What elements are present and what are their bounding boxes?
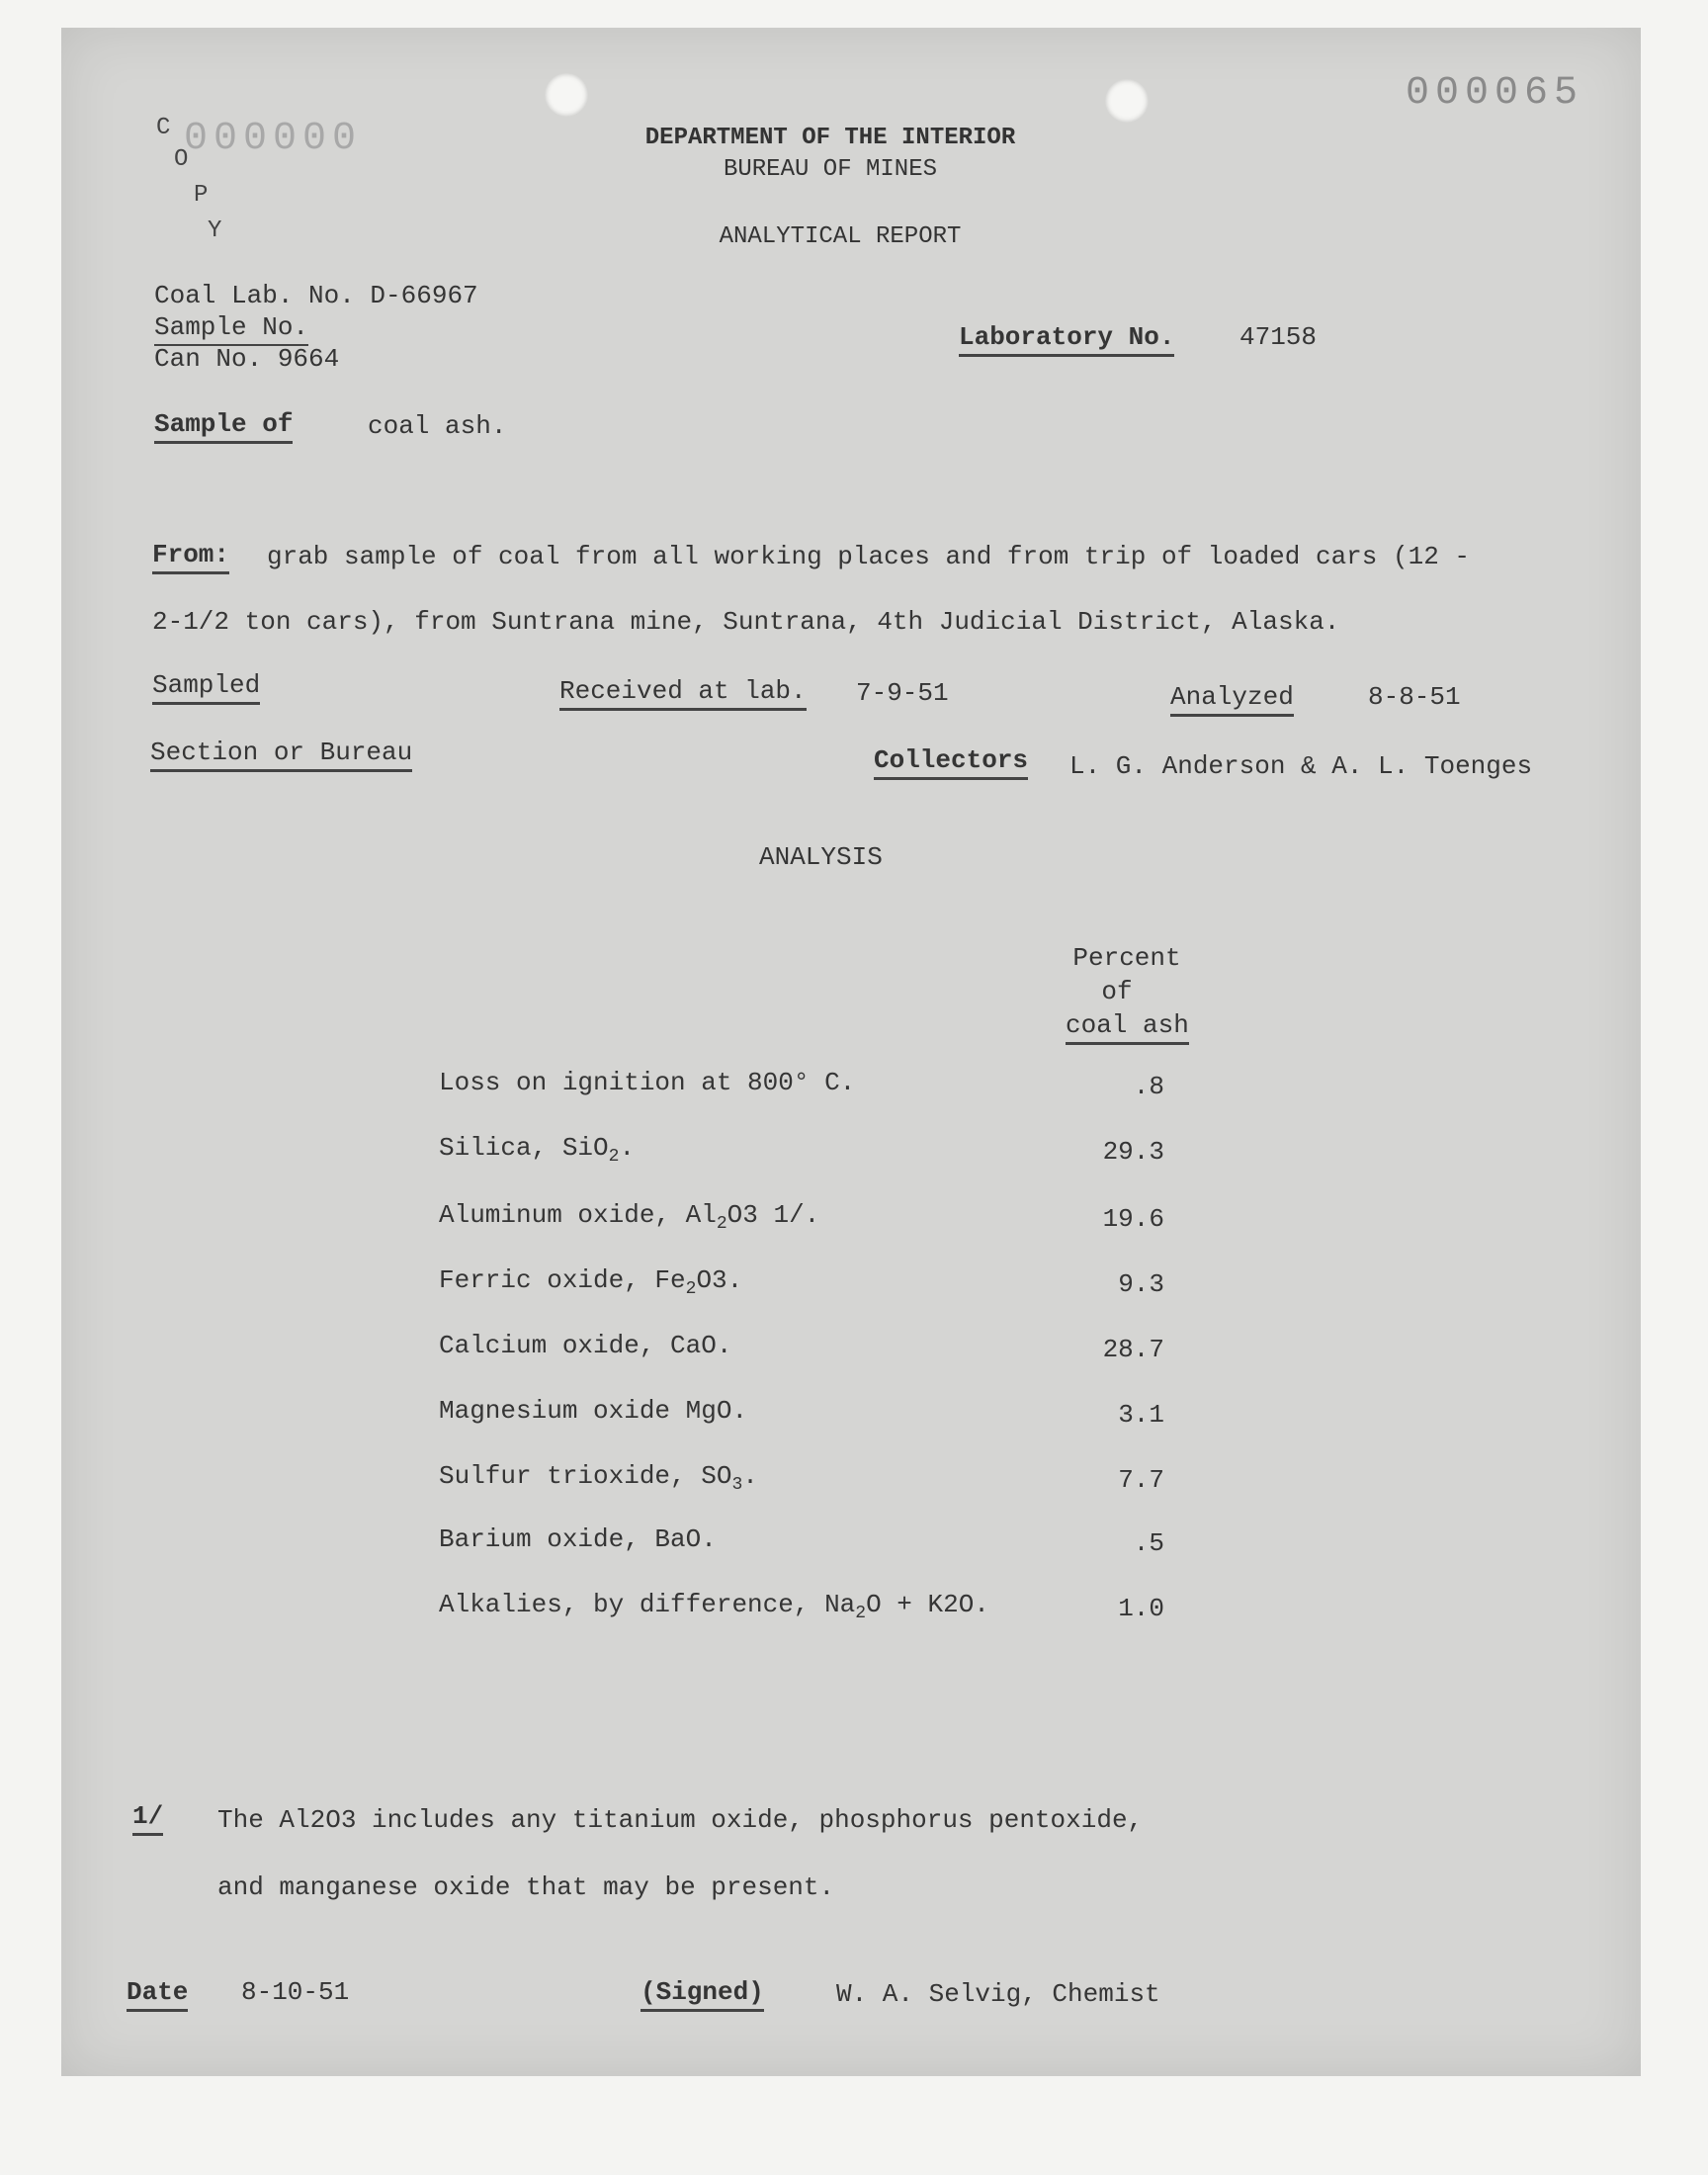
analysis-row-label: Ferric oxide, $Fe_2O3$. [439, 1265, 743, 1299]
analyzed-value: 8-8-51 [1368, 682, 1461, 712]
sample-of-label: Sample of [154, 409, 293, 444]
sampled-label: Sampled [152, 670, 260, 705]
from-line-2: 2-1/2 ton cars), from Suntrana mine, Suntrana, 4th Judicial District, Alaska. [152, 607, 1340, 637]
analysis-title: ANALYSIS [759, 842, 883, 872]
analysis-row-label: Silica, SiO$_2$. [439, 1133, 636, 1167]
page-number-stamp: 000065 [1406, 71, 1584, 116]
analysis-row-label: Alkalies, by difference, $Na_2O + K2O$. [439, 1590, 989, 1623]
copy-letter: C [156, 115, 171, 141]
footnote-line-1: The Al2O3 includes any titanium oxide, phosphorus pentoxide, [217, 1805, 1144, 1835]
column-header-line: Percent [1072, 943, 1181, 973]
copy-letter: Y [208, 218, 222, 244]
received-label: Received at lab. [559, 676, 807, 711]
analysis-row-value: 19.6 [1102, 1204, 1164, 1234]
analysis-row-label: Aluminum oxide, $Al_2O3$ 1/. [439, 1200, 820, 1234]
analysis-row-label: Magnesium oxide MgO. [439, 1396, 748, 1426]
punch-hole [545, 73, 588, 117]
from-label: From: [152, 540, 229, 574]
footnote-line-2: and manganese oxide that may be present. [217, 1872, 835, 1902]
date-label: Date [127, 1977, 188, 2012]
copy-letter: P [194, 182, 209, 209]
laboratory-no-value: 47158 [1239, 322, 1318, 352]
analyzed-label: Analyzed [1170, 682, 1294, 717]
analysis-row-value: 7.7 [1118, 1465, 1164, 1495]
section-label: Section or Bureau [150, 738, 412, 772]
sample-of-value: coal ash. [368, 411, 507, 441]
analysis-row-value: .5 [1133, 1528, 1164, 1558]
analysis-row-value: .8 [1133, 1072, 1164, 1101]
analysis-row-value: 1.0 [1118, 1594, 1164, 1623]
collectors-value: L. G. Anderson & A. L. Toenges [1069, 751, 1533, 781]
copy-letter: O [174, 146, 189, 173]
analysis-row-value: 3.1 [1118, 1400, 1164, 1430]
analysis-row-value: 9.3 [1118, 1269, 1164, 1299]
faded-stamp: 000000 [184, 117, 363, 161]
analysis-row-label: Loss on ignition at 800° C. [439, 1068, 856, 1097]
laboratory-no-label: Laboratory No. [959, 322, 1174, 357]
received-value: 7-9-51 [856, 678, 949, 708]
signed-label: (Signed) [640, 1977, 764, 2012]
analysis-row-value: 29.3 [1102, 1137, 1164, 1167]
analysis-row-label: Barium oxide, BaO. [439, 1524, 717, 1554]
analysis-row-label: Calcium oxide, CaO. [439, 1331, 732, 1360]
signer-name: W. A. Selvig, Chemist [836, 1979, 1160, 2009]
collectors-label: Collectors [874, 745, 1028, 780]
department-heading: DEPARTMENT OF THE INTERIOR [644, 125, 1016, 151]
date-value: 8-10-51 [241, 1977, 350, 2007]
punch-hole [1105, 79, 1149, 123]
coal-lab-no: Coal Lab. No. D-66967 [154, 281, 478, 310]
from-line-1: grab sample of coal from all working places and from trip of loaded cars (12 - [267, 542, 1470, 571]
sample-no-label: Sample No. [154, 312, 308, 346]
bureau-heading: BUREAU OF MINES [723, 156, 938, 183]
footnote-marker: 1/ [132, 1801, 163, 1836]
can-no: Can No. 9664 [154, 344, 340, 374]
column-header-line: of [1101, 977, 1133, 1006]
analysis-row-label: Sulfur trioxide, $SO_3$. [439, 1461, 758, 1495]
report-title: ANALYTICAL REPORT [719, 223, 962, 250]
column-header-line: coal ash [1066, 1010, 1189, 1045]
analysis-row-value: 28.7 [1102, 1335, 1164, 1364]
